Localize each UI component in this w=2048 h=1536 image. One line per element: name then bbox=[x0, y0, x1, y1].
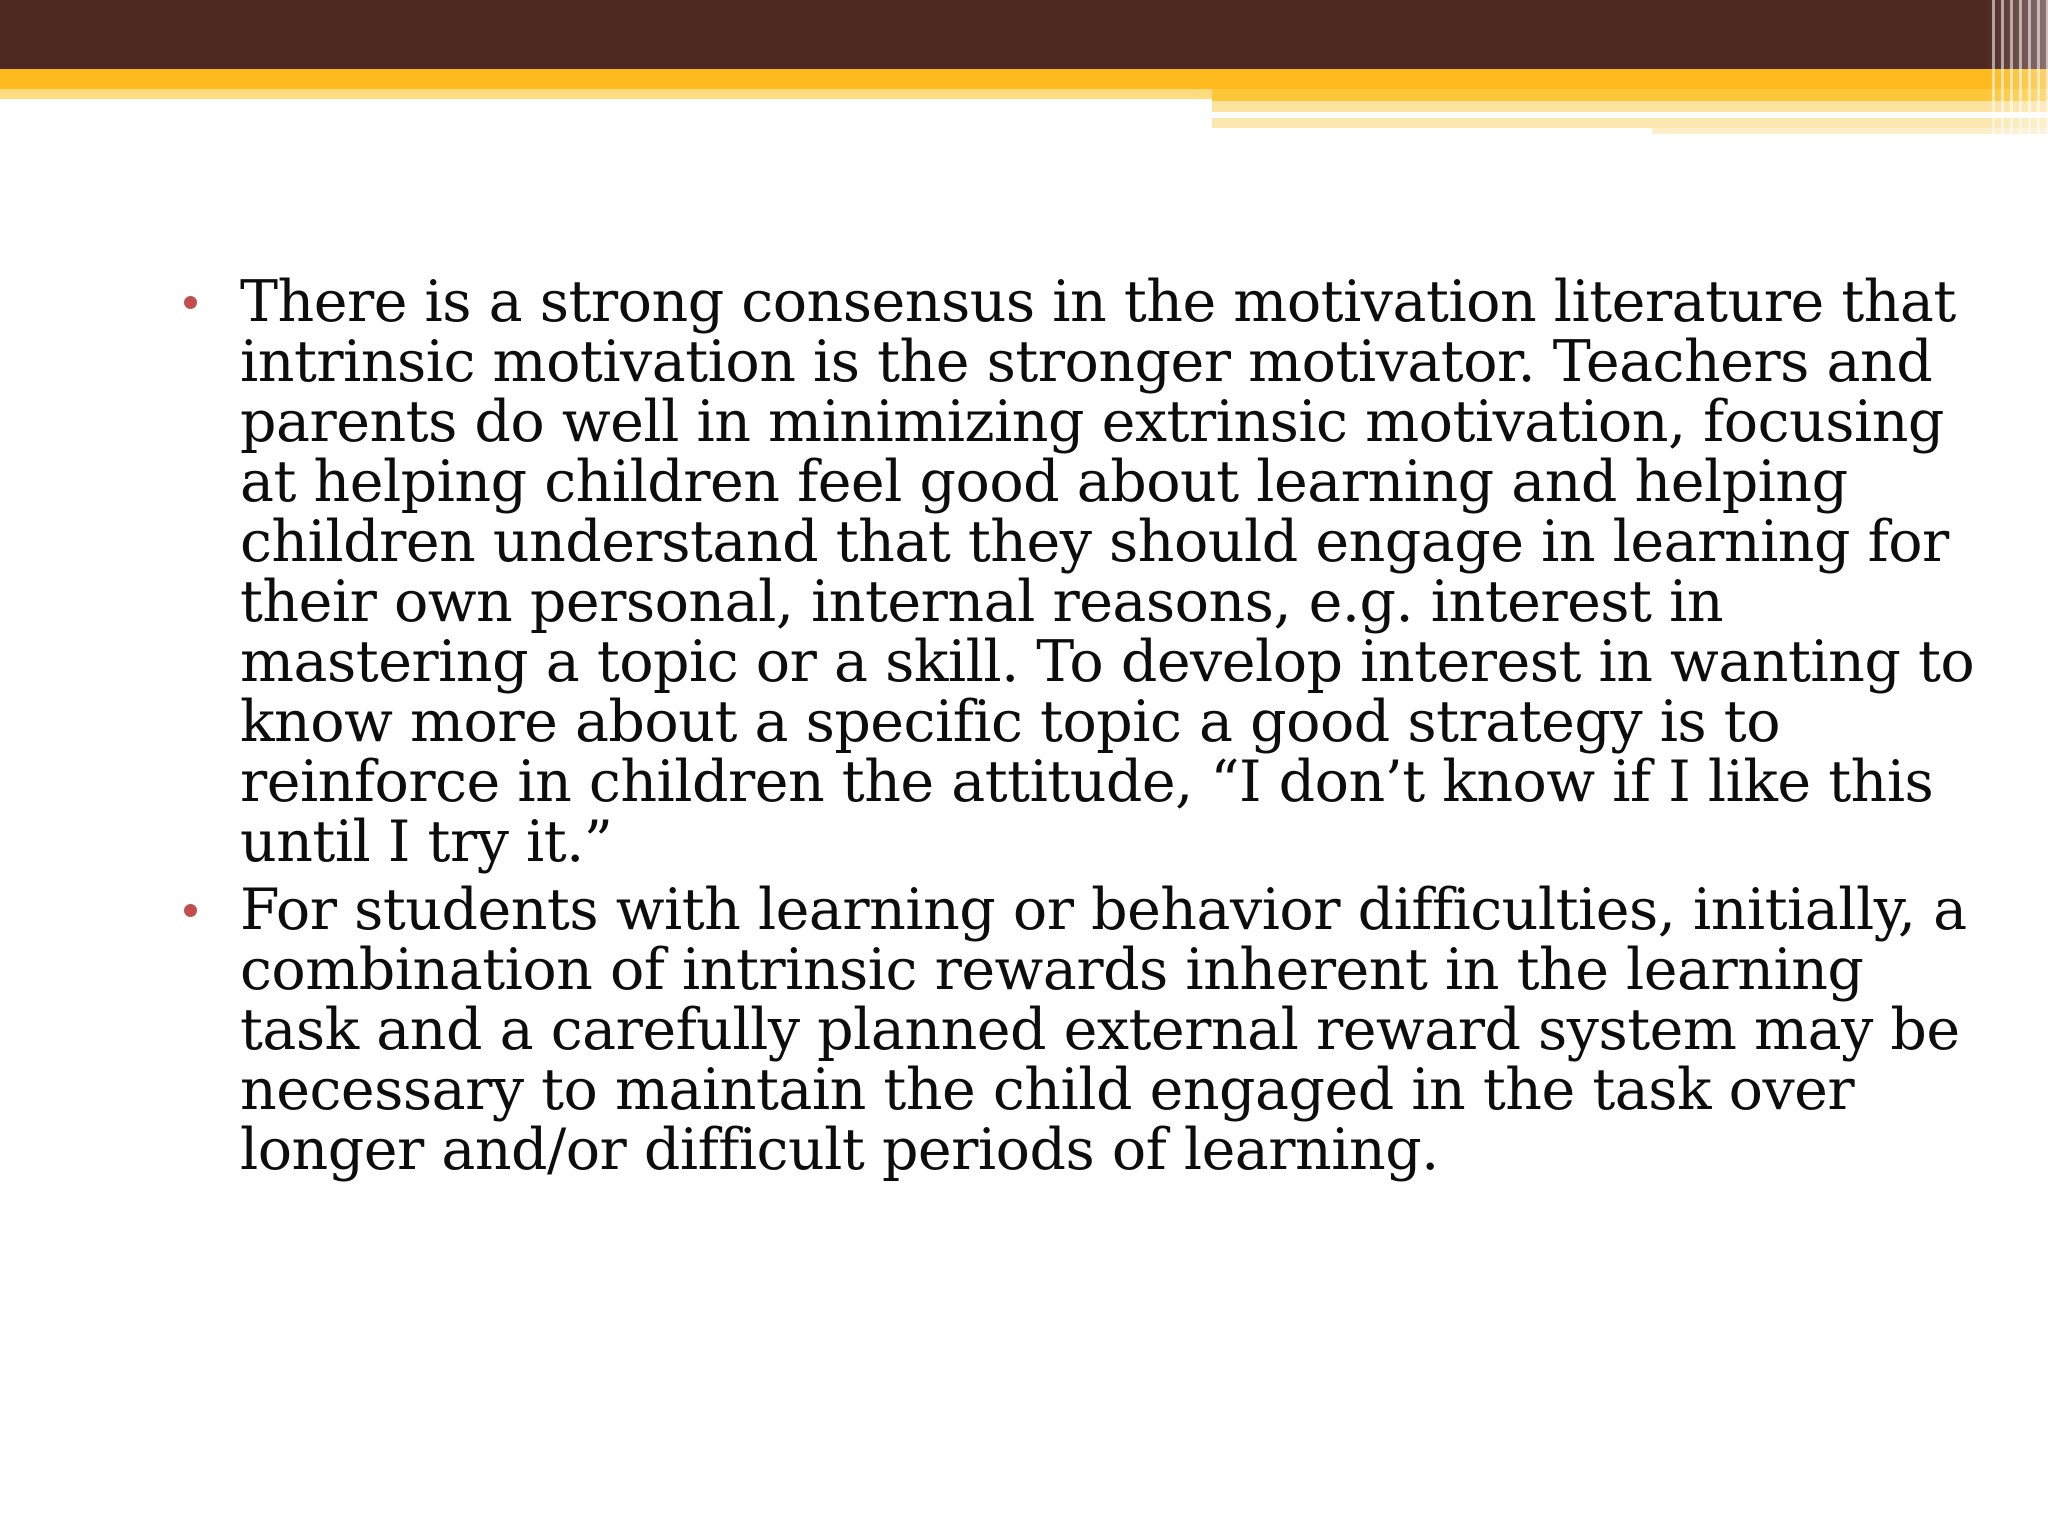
bullet-dot-icon bbox=[184, 904, 197, 917]
bullet-text: For students with learning or behavior difficulties, initially, a combination of intrinsic rewards inherent in the learning task and a carefully planned external reward system may be necessary to maintain the child engaged in the task over longer and/or difficult periods of learning. bbox=[240, 877, 1967, 1183]
bullet-list bbox=[180, 269, 1980, 1183]
slide-body bbox=[180, 269, 1980, 1183]
header-accent-stripe bbox=[1212, 118, 2048, 128]
header-gold-band bbox=[0, 69, 2048, 89]
header-edge-fade bbox=[1986, 0, 2048, 138]
bullet-text: There is a strong consensus in the motivation literature that intrinsic motivation is the stronger motivator. Teachers and parents do well in minimizing extrinsic motivation, focusing at helping children feel good about learning and helping children understand that they should engage in learning for their own personal, internal reasons, e.g. interest in mastering a topic or a skill. To develop interest in wanting to know more about a specific topic a good strategy is to reinforce in children the attitude, “I don’t know if I like this until I try it.” bbox=[240, 269, 1975, 875]
bullet-dot-icon bbox=[184, 296, 197, 309]
header-dark-band bbox=[0, 0, 2048, 69]
header-accent-stripe bbox=[1212, 101, 2048, 112]
header-accent-stripe bbox=[1212, 89, 2048, 101]
header-gold-thin-band bbox=[0, 89, 1212, 99]
bullet-item bbox=[180, 269, 1980, 875]
bullet-item bbox=[180, 877, 1980, 1183]
